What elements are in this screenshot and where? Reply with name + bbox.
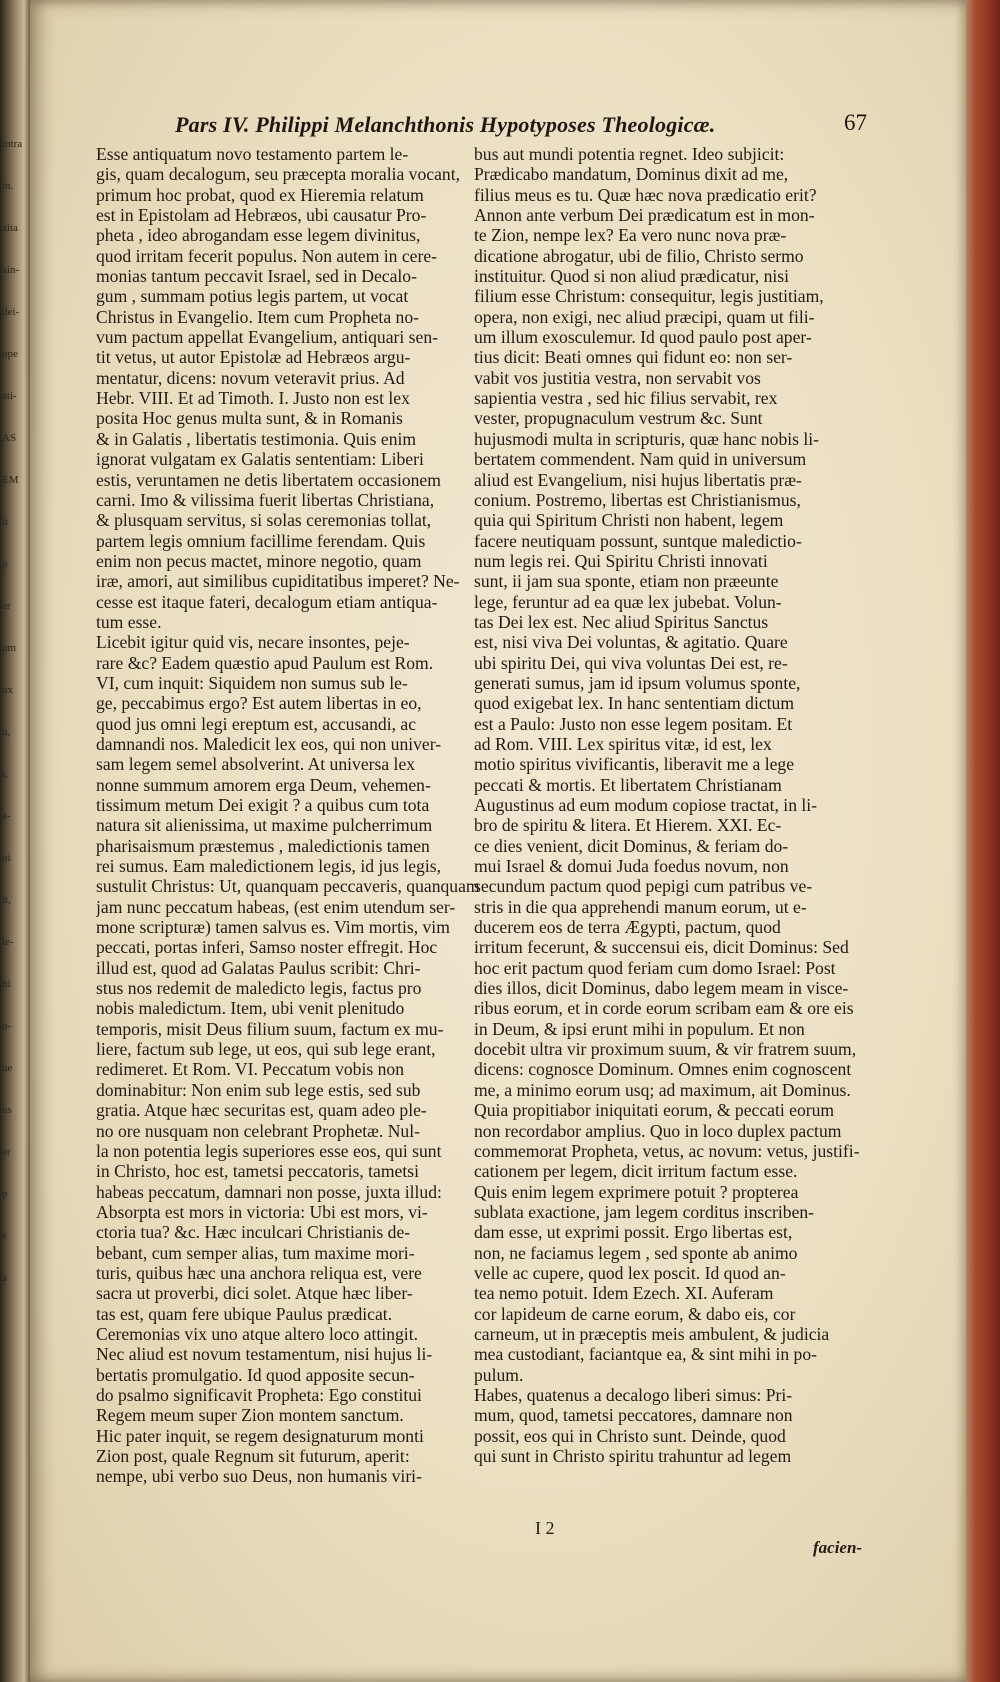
text-line: pheta , ideo abrogandam esse legem divinitus, [96,225,421,246]
text-line: um illum exosculemur. Id quod paulo post aper- [474,327,812,348]
text-line: in Christo, hoc est, tametsi peccatoris, tametsi [96,1161,419,1182]
facing-page-fragment: it, [2,894,11,906]
text-line: commemorat Propheta, vetus, ac novum: vetus, justifi- [474,1140,860,1161]
text-line: irritum fecerunt, & succensui eis, dicit Dominus: Sed [474,937,849,958]
text-line: ducerem eos de terra Ægypti, pactum, quod [474,917,781,938]
text-line: ge, peccabimus ergo? Est autem libertas in eo, [96,693,422,714]
text-line: carni. Imo & vilissima fuerit libertas Christiana, [96,489,435,510]
text-line: cor lapideum de carne eorum, & dabo eis, cor [474,1303,796,1324]
text-line: lege, feruntur ad ea quæ lex jubebat. Volun- [474,591,782,612]
text-line: mum, quod, tametsi peccatores, damnare non [474,1405,793,1426]
red-page-edge [966,0,1000,1682]
text-line: quod exigebat lex. In hanc sententiam dictum [474,693,795,714]
text-line: in Deum, & ipsi erunt mihi in populum. Et non [474,1018,805,1039]
text-line: Esse antiquatum novo testamento partem le- [96,144,409,164]
text-line: generati sumus, jam id ipsum volumus sponte, [474,672,801,693]
facing-page-fragment: p [2,1188,8,1200]
text-line: Annon ante verbum Dei prædicatum est in mon- [474,205,815,226]
text-line: hoc erit pactum quod feriam cum domo Israel: Post [474,957,836,978]
facing-page-edge [0,0,30,1682]
text-line: nobis maledictum. Item, ubi venit plenitudo [96,998,405,1019]
text-line: tea nemo potuit. Idem Ezech. XI. Auferam [474,1283,774,1304]
text-line: monias tantum peccavit Israel, sed in Decalo- [96,266,417,287]
text-line: mea custodiant, faciantque ea, & sint mihi in po- [474,1344,817,1365]
text-line: tissimum metum Dei exigit ? a quibus cum tota [96,795,430,815]
text-line: est in Epistolam ad Hebræos, ubi causatur Pro- [96,205,427,226]
text-line: Habes, quatenus a decalogo liberi simus: Pri- [474,1384,793,1405]
text-line: velle ac cupere, quod lex poscit. Id quod an- [474,1262,786,1283]
text-line: ce dies venient, dicit Dominus, & feriam do- [474,835,789,856]
text-line: sapientia vestra , sed hic filius servabit, rex [474,388,778,409]
text-line: est, nisi viva Dei voluntas, & agitatio. Quare [474,632,788,653]
text-line: docebit ultra vir proximum suum, & vir fratrem suum, [474,1039,857,1060]
text-line: bebant, cum semper alias, tum maxime mori- [96,1242,415,1263]
text-line: ribus eorum, et in corde eorum scribam eam & ore eis [474,998,854,1019]
text-line: Prædicabo mandatum, Dominus dixit ad me, [474,164,789,185]
text-line: stus nos redemit de maledicto legis, factus pro [96,978,422,999]
text-line: rare &c? Eadem quæstio apud Paulum est Rom. [96,652,434,673]
facing-page-fragment: dei- [2,306,20,318]
text-line: te Zion, nempe lex? Ea vero nunc nova præ- [474,225,787,246]
text-line: estis, veruntamen ne detis libertatem occasionem [96,469,441,490]
text-line: dies illos, dicit Dominus, dabo legem meam in visce- [474,978,849,999]
text-line: est a Paulo: Justo non esse legem positam. Et [474,713,793,734]
text-line: & in Galatis , libertatis testimonia. Quis enim [96,428,417,449]
text-line: posita Hoc genus multa sunt, & in Romanis [96,408,403,429]
text-line: jam nunc peccatum habeas, (est enim utendum ser- [96,896,456,917]
facing-page-fragment: a [2,1272,7,1284]
text-line: quod jus omni legi ereptum est, accusandi, ac [96,713,417,734]
text-line: redimeret. Et Rom. VI. Peccatum vobis non [96,1059,404,1080]
text-line: filius meus es tu. Quæ hæc nova prædicatio erit? [474,184,817,205]
text-line: tit vetus, ut autor Epistolæ ad Hebræos argu- [96,347,411,368]
text-line: instituitur. Quod si non aliud prædicatur, nisi [474,266,789,287]
text-line: VI, cum inquit: Siquidem non sumus sub le- [96,672,408,693]
facing-page-fragment: ux [2,684,13,696]
facing-page-fragment: in. [2,180,14,192]
text-line: damnandi nos. Maledicit lex eos, qui non univer- [96,733,442,754]
text-line: Regem meum super Zion montem sanctum. [96,1405,404,1426]
text-line: primum hoc probat, quod ex Hieremia relatum [96,184,424,205]
facing-page-fragment: e [2,1230,7,1242]
text-line: conium. Postremo, libertas est Christianismus, [474,489,801,510]
text-line: tius dicit: Beati omnes qui fidunt eo: non ser- [474,347,793,368]
text-line: vabit vos justitia vestra, non servabit vos [474,367,761,388]
facing-page-fragment: aita [2,222,18,234]
text-line: mentatur, dicens: novum veteravit prius. Ad [96,367,405,388]
text-line: turis, quibus hæc una anchora reliqua est, vere [96,1262,422,1283]
text-line: sustulit Christus: Ut, quanquam peccaveris, quanquam [96,876,480,897]
text-line: tum esse. [96,611,162,632]
facing-page-fragment: er [2,600,11,612]
facing-page-fragment: p [2,558,8,570]
text-line: la non potentia legis superiores esse eos, qui sunt [96,1140,442,1161]
text-line: me, a minimo eorum usq; ad maximum, ait Dominus. [474,1079,851,1100]
facing-page-fragment: it [2,516,9,528]
text-line: possit, eos qui in Christo sunt. Deinde, quod [474,1425,786,1446]
text-line: bertatis promulgatio. Id quod apposite secun- [96,1364,415,1385]
text-line: bus aut mundi potentia regnet. Ideo subjicit: [474,144,785,164]
text-line: natura sit alienissima, ut maxime pulcherrimum [96,815,433,836]
signature-mark: I 2 [535,1518,555,1538]
text-line: pulum. [474,1364,524,1385]
catchword: facien- [813,1538,863,1557]
text-line: Absorpta est mors in victoria: Ubi est mors, vi- [96,1201,428,1222]
text-line: ubi spiritu Dei, qui viva voluntas Dei est, re- [474,652,788,673]
text-line: dam esse, ut exprimi possit. Ergo libertas est, [474,1222,793,1243]
text-line: ctoria tua? &c. Hæc inculcari Christianis de- [96,1222,411,1243]
text-line: sunt, ii jam sua sponte, etiam non præeunte [474,571,779,592]
text-line: mone scripturæ) tamen salvus es. Vim mortis, vim [96,917,450,938]
text-line: no ore nusquam non celebrant Prophetæ. Nul- [96,1120,420,1141]
text-line: vum pactum appellat Evangelium, antiquari sen- [96,327,438,348]
text-line: qui sunt in Christo spiritu trahuntur ad legem [474,1446,792,1466]
text-line: bertatem commendent. Nam quid in universum [474,449,807,470]
text-line: do psalmo significavit Propheta: Ego constitui [96,1384,422,1405]
text-line: Hic pater inquit, se regem designaturum monti [96,1425,424,1446]
text-line: sublata exactione, jam legem corditus inscriben- [474,1201,815,1222]
text-line: stris in die qua apprehendi manum eorum, ut e- [474,896,807,917]
text-line: peccati, portas inferi, Samso noster effregit. Hoc [96,937,438,958]
text-line: partem legis omnium facillime ferendam. Quis [96,530,426,551]
text-line: dicens: cognosce Dominum. Omnes enim cognoscent [474,1059,852,1080]
text-line: non, ne faciamus legem , sed sponte ab animo [474,1242,798,1263]
facing-page-fragment: intra [2,138,23,150]
facing-page-fragment: AS [2,432,17,444]
facing-page-fragment: hi [2,978,11,990]
text-line: Ceremonias vix uno atque altero loco attingit. [96,1323,418,1344]
text-line: dicatione abrogatur, ubi de filio, Christo sermo [474,245,804,266]
facing-page-fragment: a- [2,810,11,822]
text-line: motio spiritus vivificantis, liberavit me a lege [474,754,795,775]
left-text-column [96,144,482,1487]
facing-page-fragment: oi [2,852,11,864]
text-line: Nec aliud est novum testamentum, nisi hujus li- [96,1344,433,1365]
text-line: habeas peccatum, damnari non posse, juxta illud: [96,1181,442,1202]
facing-page-fragment: ns [2,1104,12,1116]
text-line: quia qui Spiritum Christi non habent, legem [474,510,784,531]
facing-page-fragment: ain- [2,264,20,276]
text-line: illud est, quod ad Galatas Paulus scribit: Chri- [96,957,421,978]
text-line: bro de spiritu & litera. Et Hierem. XXI. Ec- [474,815,782,836]
text-line: liere, factum sub lege, ut eos, qui sub lege erant, [96,1039,436,1060]
text-line: ignorat vulgatam ex Galatis sententiam: Liberi [96,449,424,470]
running-head: Pars IV. Philippi Melanchthonis Hypotyposes Theologicæ. [175,112,716,137]
right-text-column [474,144,860,1466]
text-line: peccati & mortis. Et libertatem Christianam [474,774,782,795]
text-line: cesse est itaque fateri, decalogum etiam antiqua- [96,591,438,612]
text-line: dominabitur: Non enim sub lege estis, sed sub [96,1079,421,1100]
text-line: gratia. Atque hæc securitas est, quam adeo ple- [96,1100,427,1121]
text-line: Licebit igitur quid vis, necare insontes, peje- [96,632,410,653]
text-line: & plusquam servitus, si solas ceremonias tollat, [96,510,432,531]
facing-page-fragment: ne [2,1062,13,1074]
text-line: opera, non exigi, nec aliud præcipi, quam ut fili- [474,306,815,327]
text-line: rei sumus. Eam maledictionem legis, id jus legis, [96,856,441,877]
facing-page-fragment: ope [2,348,18,360]
text-line: num legis rei. Qui Spiritu Christi innovati [474,550,768,571]
text-line: Quis enim legem exprimere potuit ? propterea [474,1181,799,1202]
text-line: quod irritam fecerit populus. Non autem in cere- [96,245,438,266]
facing-page-fragment: t, [2,768,8,780]
text-line: filium esse Christum: consequitur, legis justitiam, [474,286,824,307]
text-line: Hebr. VIII. Et ad Timoth. I. Justo non est lex [96,388,410,409]
text-line: pharisaismum præstemus , maledictionis tamen [96,835,430,856]
text-line: temporis, misit Deus filium suum, factum ex mu- [96,1018,444,1039]
text-line: sacra ut proverbi, dici solet. Atque hæc liber- [96,1283,413,1304]
facing-page-fragment: o- [2,1020,12,1032]
text-line: secundum pactum quod pepigi cum patribus ve- [474,876,813,897]
text-line: carneum, ut in præceptis meis ambulent, & judicia [474,1323,830,1344]
text-line: gis, quam decalogum, seu præcepta moralia vocant, [96,164,460,185]
facing-page-fragment: le- [2,936,14,948]
text-line: nempe, ubi verbo suo Deus, non humanis viri- [96,1466,422,1487]
text-line: facere neutiquam possunt, suntque maledictio- [474,530,802,551]
text-line: non recordabor amplius. Quo in loco duplex pactum [474,1120,842,1141]
text-line: vester, propugnaculum vestrum &c. Sunt [474,408,763,429]
text-line: tas Dei lex est. Nec aliud Spiritus Sanctus [474,611,769,632]
text-line: ad Rom. VIII. Lex spiritus vitæ, id est, lex [474,733,772,754]
text-line: enim non pecus mactet, minore negotio, quam [96,550,422,571]
facing-page-fragment: ati- [2,390,17,402]
text-line: Augustinus ad eum modum copiose tractat, in li- [474,795,818,815]
text-line: mui Israel & domui Juda foedus novum, non [474,856,789,877]
facing-page-fragment: n, [2,726,11,738]
text-line: gum , summam potius legis partem, ut vocat [96,286,409,307]
facing-page-fragment: er [2,1146,11,1158]
facing-page-fragment: EM [2,474,19,486]
text-line: cationem per legem, dicit irritum factum esse. [474,1161,798,1182]
text-line: hujusmodi multa in scripturis, quæ hanc nobis li- [474,428,820,449]
facing-page-fragment: um [2,642,17,654]
text-line: aliud est Evangelium, nisi hujus libertatis præ- [474,469,802,490]
text-line: Christus in Evangelio. Item cum Propheta no- [96,306,419,327]
text-line: Zion post, quale Regnum sit futurum, aperit: [96,1446,410,1466]
text-line: tas est, quam fere ubique Paulus prædicat. [96,1303,393,1324]
text-line: nonne summum amorem erga Deum, vehemen- [96,774,431,795]
text-line: sam legem semel absolverint. At universa lex [96,754,416,775]
page-number: 67 [844,110,867,135]
text-line: Quia propitiabor iniquitati eorum, & peccati eorum [474,1100,835,1121]
text-line: iræ, amori, aut similibus cupiditatibus imperet? Ne- [96,571,460,592]
